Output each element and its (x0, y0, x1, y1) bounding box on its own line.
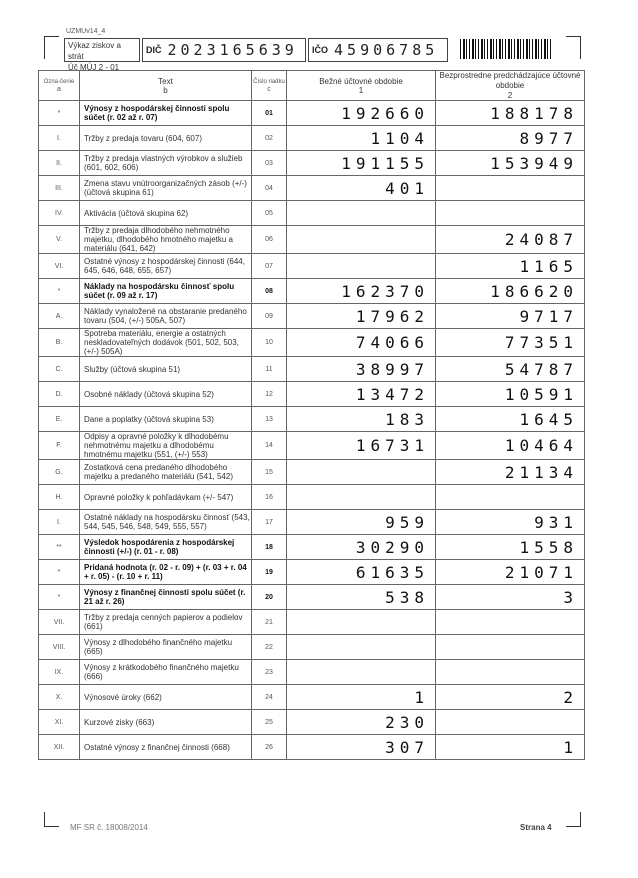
row-line-number: 03 (252, 151, 287, 176)
row-line-number: 17 (252, 510, 287, 535)
row-value-previous: 9717 (436, 304, 585, 329)
row-mark: A. (39, 304, 80, 329)
row-value-current: 13472 (287, 382, 436, 407)
ico-value: 45906785 (334, 41, 439, 59)
corner-mark-bottom-left (44, 812, 59, 827)
row-line-number: 10 (252, 329, 287, 357)
table-row (39, 101, 585, 126)
table-row (39, 151, 585, 176)
col-a-sub: a (57, 85, 61, 93)
row-value-previous: 10591 (436, 382, 585, 407)
row-text: Výnosy z finančnej činnosti spolu súčet (r. 21 až r. 26) (80, 585, 252, 610)
row-mark: * (39, 585, 80, 610)
footer-right: Strana 4 (520, 823, 552, 832)
row-value-current: 230 (287, 710, 436, 735)
form-title: Výkaz ziskov a strát (68, 41, 121, 61)
row-text: Pridaná hodnota (r. 02 - r. 09) + (r. 03 + r. 04 + r. 05) - (r. 10 + r. 11) (80, 560, 252, 585)
row-line-number: 16 (252, 485, 287, 510)
row-value-current: 16731 (287, 432, 436, 460)
row-value-previous (436, 660, 585, 685)
row-mark: III. (39, 176, 80, 201)
row-text: Tržby z predaja dlhodobého nehmotného majetku, dlhodobého hmotného majetku a materiálu (641, 642) (80, 226, 252, 254)
row-value-current (287, 460, 436, 485)
row-text: Výnosy z krátkodobého finančného majetku (666) (80, 660, 252, 685)
row-line-number: 06 (252, 226, 287, 254)
row-mark: II. (39, 151, 80, 176)
row-line-number: 04 (252, 176, 287, 201)
row-value-current: 959 (287, 510, 436, 535)
row-mark: X. (39, 685, 80, 710)
row-mark: * (39, 560, 80, 585)
row-mark: C. (39, 357, 80, 382)
col-a-header (39, 71, 80, 101)
row-text: Opravné položky k pohľadávkam (+/- 547) (80, 485, 252, 510)
table-row (39, 329, 585, 357)
row-value-previous: 931 (436, 510, 585, 535)
row-text: Výnosy z hospodárskej činnosti spolu súčet (r. 02 až r. 07) (80, 101, 252, 126)
row-mark: XII. (39, 735, 80, 760)
row-line-number: 11 (252, 357, 287, 382)
row-mark: V. (39, 226, 80, 254)
row-value-current: 191155 (287, 151, 436, 176)
row-line-number: 22 (252, 635, 287, 660)
row-value-previous (436, 610, 585, 635)
table-row (39, 357, 585, 382)
table-row (39, 304, 585, 329)
row-text: Dane a poplatky (účtová skupina 53) (80, 407, 252, 432)
footer-left: MF SR č. 18008/2014 (70, 823, 148, 832)
row-value-current: 192660 (287, 101, 436, 126)
col-1-header (287, 71, 436, 101)
row-value-current (287, 226, 436, 254)
col-1-sub: 1 (358, 85, 364, 95)
row-mark: B. (39, 329, 80, 357)
row-line-number: 25 (252, 710, 287, 735)
row-value-current: 162370 (287, 279, 436, 304)
table-row (39, 535, 585, 560)
row-value-previous (436, 176, 585, 201)
row-line-number: 02 (252, 126, 287, 151)
row-value-current (287, 610, 436, 635)
row-mark: IV. (39, 201, 80, 226)
row-line-number: 01 (252, 101, 287, 126)
table-row (39, 685, 585, 710)
row-value-previous: 2 (436, 685, 585, 710)
row-text: Ostatné náklady na hospodársku činnosť (543, 544, 545, 546, 548, 549, 555, 557) (80, 510, 252, 535)
table-row (39, 126, 585, 151)
form-title-box (64, 38, 140, 72)
table-row (39, 660, 585, 685)
row-value-previous: 1558 (436, 535, 585, 560)
row-line-number: 21 (252, 610, 287, 635)
row-line-number: 09 (252, 304, 287, 329)
row-value-previous: 1 (436, 735, 585, 760)
dic-box (142, 38, 306, 62)
row-value-current: 74066 (287, 329, 436, 357)
row-line-number: 23 (252, 660, 287, 685)
col-b-label: Text (158, 76, 173, 86)
table-row (39, 382, 585, 407)
table-row (39, 407, 585, 432)
row-text: Osobné náklady (účtová skupina 52) (80, 382, 252, 407)
row-value-current (287, 660, 436, 685)
row-line-number: 18 (252, 535, 287, 560)
table-row (39, 460, 585, 485)
row-text: Kurzové zisky (663) (80, 710, 252, 735)
row-text: Výnosové úroky (662) (80, 685, 252, 710)
row-mark: XI. (39, 710, 80, 735)
barcode-icon (460, 39, 552, 59)
row-text: Služby (účtová skupina 51) (80, 357, 252, 382)
row-value-previous (436, 485, 585, 510)
table-row (39, 254, 585, 279)
row-value-previous: 153949 (436, 151, 585, 176)
row-value-previous: 1645 (436, 407, 585, 432)
row-value-current: 1104 (287, 126, 436, 151)
col-1-label: Bežné účtovné obdobie (319, 76, 403, 86)
dic-value: 2023165639 (167, 41, 298, 59)
dic-label: DIČ (146, 45, 162, 55)
row-line-number: 08 (252, 279, 287, 304)
row-value-current (287, 201, 436, 226)
table-row (39, 560, 585, 585)
row-line-number: 24 (252, 685, 287, 710)
row-value-previous: 8977 (436, 126, 585, 151)
row-value-current: 38997 (287, 357, 436, 382)
row-mark: H. (39, 485, 80, 510)
row-value-previous: 77351 (436, 329, 585, 357)
table-row (39, 735, 585, 760)
row-text: Zmena stavu vnútroorganizačných zásob (+/-) (účtová skupina 61) (80, 176, 252, 201)
row-value-previous: 54787 (436, 357, 585, 382)
row-mark: G. (39, 460, 80, 485)
table-row (39, 201, 585, 226)
row-line-number: 26 (252, 735, 287, 760)
row-mark: F. (39, 432, 80, 460)
table-row (39, 176, 585, 201)
row-value-current: 1 (287, 685, 436, 710)
row-value-previous: 188178 (436, 101, 585, 126)
row-value-previous: 21134 (436, 460, 585, 485)
row-line-number: 15 (252, 460, 287, 485)
row-text: Aktivácia (účtová skupina 62) (80, 201, 252, 226)
row-value-current: 30290 (287, 535, 436, 560)
row-mark: I. (39, 126, 80, 151)
col-c-header (252, 71, 287, 101)
row-value-current: 183 (287, 407, 436, 432)
ico-label: IČO (312, 45, 329, 55)
table-row (39, 610, 585, 635)
row-text: Zostatková cena predaného dlhodobého majetku a predaného materiálu (541, 542) (80, 460, 252, 485)
row-line-number: 20 (252, 585, 287, 610)
row-value-previous (436, 201, 585, 226)
table-row (39, 585, 585, 610)
table-row (39, 279, 585, 304)
row-text: Náklady na hospodársku činnosť spolu súčet (r. 09 až r. 17) (80, 279, 252, 304)
corner-mark-bottom-right (566, 812, 581, 827)
table-row (39, 485, 585, 510)
row-line-number: 13 (252, 407, 287, 432)
row-value-previous: 186620 (436, 279, 585, 304)
row-line-number: 05 (252, 201, 287, 226)
row-mark: VII. (39, 610, 80, 635)
row-line-number: 14 (252, 432, 287, 460)
row-text: Náklady vynaložené na obstaranie predaného tovaru (504, (+/-) 505A, 507) (80, 304, 252, 329)
row-mark: ** (39, 535, 80, 560)
row-value-previous (436, 635, 585, 660)
row-value-previous (436, 710, 585, 735)
table-row (39, 226, 585, 254)
row-line-number: 07 (252, 254, 287, 279)
table-row (39, 510, 585, 535)
row-text: Odpisy a opravné položky k dlhodobému nehmotnému majetku a dlhodobému hmotnému majetku (551, (+/-) 553) (80, 432, 252, 460)
table-body (39, 101, 585, 760)
ico-box (308, 38, 448, 62)
row-line-number: 12 (252, 382, 287, 407)
row-mark: IX. (39, 660, 80, 685)
table-row (39, 635, 585, 660)
row-value-previous: 21071 (436, 560, 585, 585)
row-value-previous: 1165 (436, 254, 585, 279)
row-value-current: 61635 (287, 560, 436, 585)
row-text: Výsledok hospodárenia z hospodárskej činnosti (+/-) (r. 01 - r. 08) (80, 535, 252, 560)
col-a-label: Ozna-čenie (43, 78, 75, 85)
row-mark: * (39, 101, 80, 126)
row-mark: I. (39, 510, 80, 535)
row-mark: D. (39, 382, 80, 407)
row-value-current (287, 254, 436, 279)
row-mark: VIII. (39, 635, 80, 660)
row-text: Ostatné výnosy z hospodárskej činnosti (644, 645, 646, 648, 655, 657) (80, 254, 252, 279)
row-value-previous: 24087 (436, 226, 585, 254)
row-text: Ostatné výnosy z finančnej činnosti (668) (80, 735, 252, 760)
col-c-sub: c (267, 85, 271, 93)
corner-mark-top-right (566, 36, 581, 59)
table-row (39, 710, 585, 735)
table-row (39, 432, 585, 460)
row-line-number: 19 (252, 560, 287, 585)
row-text: Tržby z predaja tovaru (604, 607) (80, 126, 252, 151)
row-value-current: 538 (287, 585, 436, 610)
row-text: Tržby z predaja vlastných výrobkov a služieb (601, 602, 606) (80, 151, 252, 176)
row-value-current: 401 (287, 176, 436, 201)
form-subtitle: Úč MÚJ 2 - 01 (68, 63, 120, 72)
col-2-header (436, 71, 585, 101)
col-c-label: Číslo riadku (253, 78, 285, 85)
form-code: UZMUv14_4 (66, 28, 106, 35)
income-statement-table (38, 70, 585, 760)
col-b-header (80, 71, 252, 101)
row-value-current: 307 (287, 735, 436, 760)
row-mark: VI. (39, 254, 80, 279)
row-text: Tržby z predaja cenných papierov a podielov (661) (80, 610, 252, 635)
row-value-current (287, 485, 436, 510)
row-mark: * (39, 279, 80, 304)
row-value-previous: 3 (436, 585, 585, 610)
corner-mark-top-left (44, 36, 59, 59)
row-mark: E. (39, 407, 80, 432)
row-value-current: 17962 (287, 304, 436, 329)
col-2-sub: 2 (507, 91, 513, 100)
row-value-current (287, 635, 436, 660)
row-text: Spotreba materiálu, energie a ostatných neskladovateľných dodávok (501, 502, 503, (+/-) 505A) (80, 329, 252, 357)
row-text: Výnosy z dlhodobého finančného majetku (665) (80, 635, 252, 660)
col-b-sub: b (163, 85, 168, 95)
col-2-label: Bezprostredne predchádzajúce účtovné obdobie (439, 71, 581, 90)
row-value-previous: 10464 (436, 432, 585, 460)
